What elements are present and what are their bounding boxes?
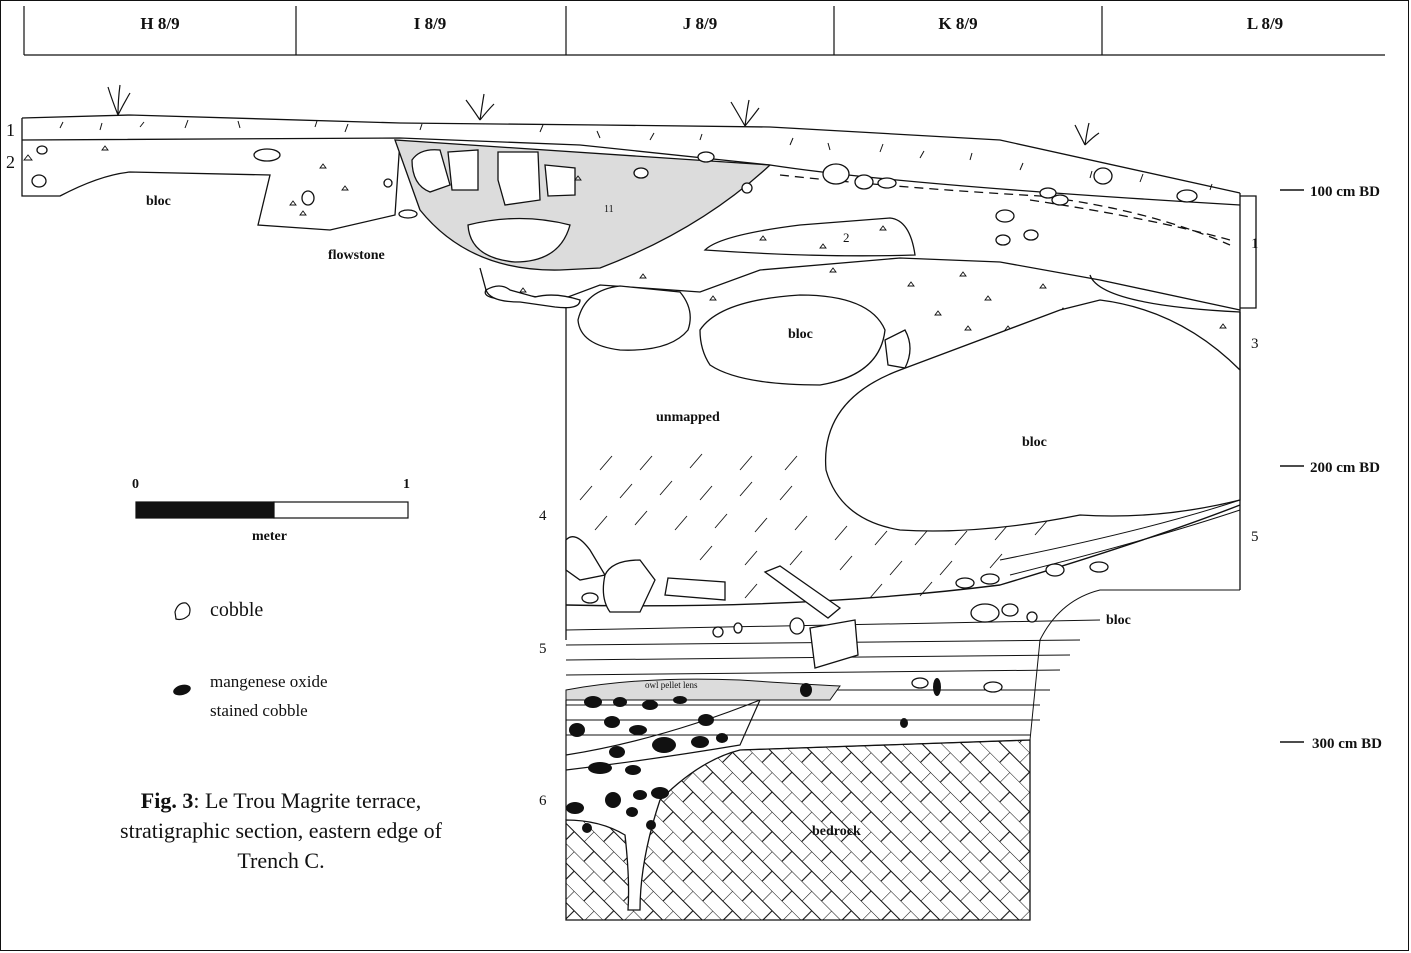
cobble-stones-lower <box>566 537 1108 697</box>
layer-number-5-right: 5 <box>1251 529 1259 545</box>
depth-100: 100 cm BD <box>1310 184 1380 200</box>
layer-number-2: 2 <box>6 152 15 172</box>
layer-number-4: 4 <box>539 508 547 524</box>
grid-label-h: H 8/9 <box>140 14 180 33</box>
layer-number-5-left: 5 <box>539 641 547 657</box>
scale-end: 1 <box>403 477 410 492</box>
layer-number-1: 1 <box>6 120 15 140</box>
legend-manganese-icon <box>172 683 192 697</box>
layer-number-1-right: 1 <box>1251 236 1259 252</box>
depth-200: 200 cm BD <box>1310 460 1380 476</box>
owl-pellet-lens <box>566 679 840 700</box>
scale-unit: meter <box>252 529 287 544</box>
label-bloc-center: bloc <box>788 327 813 342</box>
depth-300: 300 cm BD <box>1312 736 1382 752</box>
caption-fig-number: Fig. 3 <box>140 788 194 813</box>
large-bloc <box>826 300 1240 531</box>
layer-number-2-inner: 2 <box>843 230 850 245</box>
label-unmapped: unmapped <box>656 410 720 425</box>
grid-label-j: J 8/9 <box>682 14 718 33</box>
label-owl-pellet-lens: owl pellet lens <box>645 680 698 690</box>
grid-label-i: I 8/9 <box>413 14 447 33</box>
caption-text: : Le Trou Magrite terrace, stratigraphic section, eastern edge of Trench C. <box>120 788 442 873</box>
layer-number-3: 3 <box>1251 336 1259 352</box>
grid-label-l: L 8/9 <box>1246 14 1284 33</box>
figure-caption <box>96 786 466 876</box>
label-bloc-lower: bloc <box>1106 613 1131 628</box>
legend-cobble-label: cobble <box>210 599 264 621</box>
boulders-layer-3 <box>486 286 910 385</box>
label-bedrock: bedrock <box>812 824 861 839</box>
label-bloc-large: bloc <box>1022 435 1047 450</box>
depth-ticks <box>1280 190 1304 742</box>
grid-label-k: K 8/9 <box>938 14 978 33</box>
label-bloc-left: bloc <box>146 194 171 209</box>
header-grid <box>24 6 1385 55</box>
legend-manganese-line2: stained cobble <box>210 701 308 720</box>
layer-number-6: 6 <box>539 793 547 809</box>
legend-manganese-line1: mangenese oxide <box>210 672 328 691</box>
scale-start: 0 <box>132 477 139 492</box>
layer-5-laminations <box>566 500 1240 750</box>
label-flowstone: flowstone <box>328 248 385 263</box>
layer-number-11: 11 <box>604 204 614 215</box>
surface-plants <box>108 85 1099 145</box>
legend-cobble-icon <box>175 603 190 620</box>
scale-bar <box>136 502 408 518</box>
